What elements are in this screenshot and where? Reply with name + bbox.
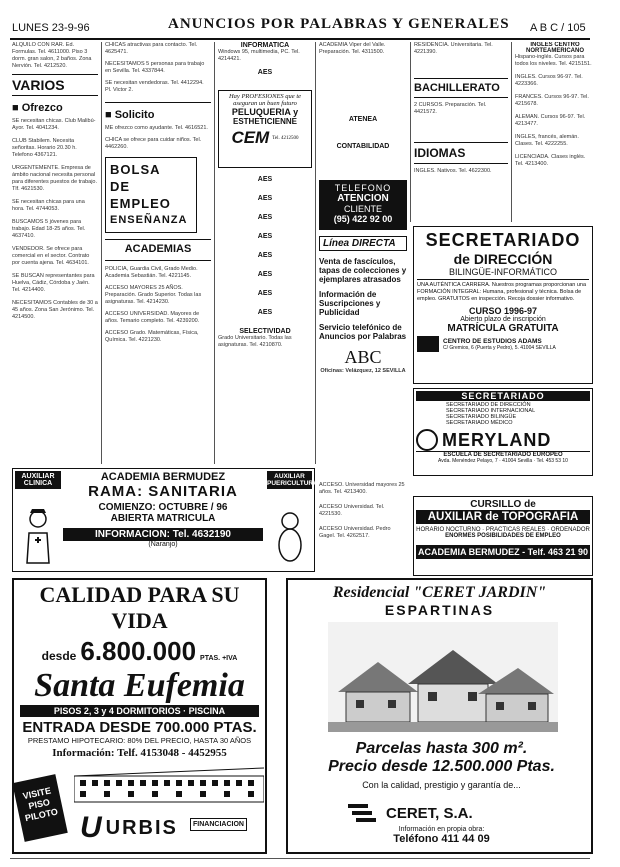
peluqueria-line: ESTHETICIENNE	[232, 117, 297, 126]
topografia-line: CURSILLO de	[470, 499, 536, 510]
financiacion-stamp: FINANCIACION	[190, 818, 247, 831]
bermudez-ad	[12, 468, 318, 572]
telefono-line: ATENCION	[337, 193, 389, 204]
col6-entry: ALEMAN. Cursos 96-97. Tel. 4213477.	[515, 114, 586, 127]
eufemia-price: 6.800.000	[80, 636, 197, 666]
banner-line: ENSEÑANZA	[110, 214, 188, 226]
meryland-item: SECRETARIADO DE DIRECCIÓN	[446, 402, 531, 408]
cem-logo: CEM	[231, 128, 270, 147]
col2-solicito-entry: CHICA se ofrece para cuidar niños. Tel. 4462260.	[105, 137, 202, 150]
bermudez-naranjo: (Naranjo)	[148, 541, 178, 548]
secretariado-ad	[413, 226, 593, 384]
santa-eufemia-ad	[12, 578, 267, 854]
col2-entry: SE necesitan vendedoras. Tel. 4412294. Pl. Victor 2.	[105, 80, 204, 93]
col1-entry: VENDEDOR. Se ofrece para comercial en el sector. Contrato por cuenta ajena. Tel. 4634101.	[12, 246, 90, 266]
page-title: ANUNCIOS POR PALABRAS Y GENERALES	[168, 16, 510, 32]
meryland-logo: MERYLAND	[442, 429, 552, 450]
page-number: A B C / 105	[530, 22, 586, 34]
aes-heading: AES	[257, 195, 273, 202]
col1-entry: URGENTEMENTE. Empresa de ámbito nacional necesita personal para diferentes puestos de trabajo. Tlf. 4621530.	[12, 165, 98, 192]
col1-entry: CLUB Stabilem. Necesita señoritas. Horario 20.30 h. Telefono 4367121.	[12, 138, 77, 158]
ceret-residencial: Residencial "CERET JARDIN"	[332, 584, 547, 601]
meryland-sub: ESCUELA DE SECRETARIADO EUROPEO	[416, 451, 590, 458]
selectividad-heading: SELECTIVIDAD	[239, 328, 291, 335]
informatica-entry: Windows 95, multimedia, PC. Tel. 4214421.	[218, 49, 300, 62]
idiomas-entry: INGLES. Nativos. Tel. 4622300.	[414, 168, 492, 174]
eufemia-pisos: PISOS 2, 3 y 4 DORMITORIOS · PISCINA	[20, 705, 259, 717]
eufemia-desde: desde	[41, 649, 77, 663]
column-divider	[101, 42, 102, 464]
academias-entry: POLICIA, Guardia Civil, Grado Medio. Academia Sebastián. Tel. 4221145.	[105, 266, 198, 279]
bachillerato-entry: 2 CURSOS. Preparación. Tel. 4421572.	[414, 102, 487, 115]
topografia-ad	[413, 496, 593, 576]
visite-text: VISITE PISO PILOTO	[21, 785, 59, 824]
auxiliar-clinica-label	[15, 471, 61, 489]
adams-logo-icon	[417, 336, 439, 352]
secretariado-description: UNA AUTÉNTICA CARRERA. Nuestros programas proporcionan una FORMACIÓN INTEGRAL: Humana, profesional y técnica. Bolsa de empleo. GRATUITOS en inspección. Recoja dossier informativo.	[417, 282, 587, 302]
column-5-lower	[319, 482, 407, 562]
column-divider	[511, 42, 512, 222]
ceret-parcelas: Parcelas hasta 300 m².	[355, 740, 528, 757]
academias-entry: ACCESO UNIVERSIDAD. Mayores de años. Temario completo. Tel. 4239200.	[105, 311, 200, 324]
telefono-atencion-ad	[319, 180, 407, 230]
col1-entry: SE BUSCAN representantes para Huelva, Cádiz, Córdoba y Jaén. Tel. 4214400.	[12, 273, 95, 293]
oficinas-text: Oficinas: Velázquez, 12 SEVILLA	[320, 368, 406, 374]
secretariado-plazo: Abierto plazo de inscripción	[460, 316, 546, 323]
ceret-company: CERET, S.A.	[386, 804, 473, 822]
eufemia-name: Santa Eufemia	[34, 667, 245, 704]
section-varios: VARIOS	[12, 77, 65, 93]
column-2	[105, 42, 211, 464]
column-divider	[410, 42, 411, 222]
column-3	[218, 42, 312, 464]
urbis-logo	[80, 812, 178, 844]
aes-heading: AES	[257, 271, 273, 278]
bermudez-comienzo: COMIENZO: OCTUBRE / 96	[98, 502, 228, 513]
secretariado-matricula: MATRÍCULA GRATUITA	[447, 323, 559, 334]
atenea-heading: ATENEA	[348, 116, 378, 123]
footer-rule	[10, 858, 590, 859]
peluqueria-line: PELUQUERIA y	[231, 107, 299, 117]
bermudez-title: ACADEMIA BERMUDEZ	[100, 471, 226, 483]
eufemia-prestamo: PRESTAMO HIPOTECARIO: 80% DEL PRECIO, HASTA 30 AÑOS	[27, 736, 252, 745]
linea-directa: Línea DIRECTA	[319, 236, 407, 251]
solicito-label: Solicito	[114, 109, 155, 121]
abc-logo: ABC	[344, 347, 382, 367]
eufemia-headline: CALIDAD PARA SU VIDA	[39, 582, 240, 633]
banner-line: BOLSA	[110, 162, 161, 177]
col6-entry: INGLES. Cursos 96-97. Tel. 4223366.	[515, 74, 583, 87]
bolsa-empleo-banner	[105, 157, 197, 233]
column-divider	[214, 42, 215, 464]
secretariado-curso: CURSO 1996-97	[468, 306, 538, 316]
secretariado-subtitle: de DIRECCIÓN	[453, 251, 553, 267]
acceso-entry: ACCESO Universidad. Pedro Gagel. Tel. 4262517.	[319, 526, 391, 539]
bermudez-abierta: ABIERTA MATRICULA	[110, 513, 216, 524]
aes-heading: AES	[257, 214, 273, 221]
ceret-phone: Teléfono 411 44 09	[393, 833, 490, 845]
col4-entry: ACADEMIA Viper del Valle. Preparación. Tel. 4311500.	[319, 42, 386, 55]
telefono-line: TELEFONO	[334, 183, 392, 193]
auxiliar-clinica-text: AUXILIAR CLINICA	[21, 473, 55, 487]
column-5	[414, 42, 508, 222]
acceso-entry: ACCESO. Universidad mayores 25 años. Tel. 4213400.	[319, 482, 405, 495]
col6-entry: Hispano-inglés. Cursos para todos los niveles. Tel. 4215151.	[515, 54, 592, 67]
eufemia-entrada: ENTRADA DESDE 700.000 PTAS.	[22, 719, 257, 736]
col1-entry: SE necesitan chicas para una hora. Tel. 4744053.	[12, 199, 85, 212]
ceret-jardin-ad	[286, 578, 593, 854]
col6-entry: LICENCIADA. Clases inglés. Tel. 4213400.	[515, 154, 586, 167]
meryland-item: SECRETARIADO MÉDICO	[446, 420, 513, 426]
informatica-heading: INFORMATICA	[240, 42, 290, 49]
col1-top-text: ALQUILO CON RAR. Ed. Formulas. Tel. 4611000. Piso 3 dorm. gran salon, 2 baños. Zona Nervión. Tel. 4212520.	[12, 42, 92, 69]
eufemia-ptas: PTAS. +IVA	[200, 655, 238, 662]
houses-photo	[328, 622, 558, 732]
topografia-title: AUXILIAR de TOPOGRAFIA	[416, 510, 590, 524]
venta-text: Venta de fascículos, tapas de colecciones y ejemplares atrasados	[319, 257, 407, 284]
col6-entry: INGLES, francés, alemán. Clases. Tel. 4222255.	[515, 134, 579, 147]
ingles-center-heading: INGLES CENTRO NORTEAMERICANO	[526, 42, 584, 54]
visite-piso-piloto-badge	[12, 774, 68, 842]
header-rule	[10, 38, 590, 40]
ceret-precio: Precio desde 12.500.000 Ptas.	[328, 758, 555, 775]
meryland-ad	[413, 388, 593, 476]
col2-solicito-entry: ME ofrezco como ayudante. Tel. 4616521.	[105, 125, 208, 131]
topografia-line: ENORMES POSIBILIDADES DE EMPLEO	[445, 533, 561, 539]
ceret-garantia: Con la calidad, prestigio y garantía de...	[362, 780, 521, 790]
cem-phone: Tel. 4212500	[272, 135, 299, 141]
column-divider	[315, 42, 316, 464]
baby-icon	[275, 509, 305, 565]
aes-heading: AES	[257, 252, 273, 259]
ceret-logo	[348, 802, 473, 824]
aes-heading: AES	[257, 233, 273, 240]
section-bachillerato: BACHILLERATO	[414, 82, 500, 94]
ceret-espartinas: ESPARTINAS	[384, 602, 495, 618]
section-solicito: ■ Solicito	[105, 109, 155, 121]
aes-heading: AES	[257, 69, 273, 76]
telefono-phone: (95) 422 92 00	[333, 214, 393, 224]
telefono-line: CLIENTE	[343, 204, 382, 214]
section-idiomas: IDIOMAS	[414, 146, 466, 160]
selectividad-entry: Grado Universitario. Todas las asignaturas. Tel. 4210870.	[218, 335, 292, 348]
aes-heading: AES	[257, 176, 273, 183]
col2-entry: CHICAS atractivas para contacto. Tel. 4625471.	[105, 42, 198, 55]
column-1	[12, 42, 98, 464]
info-text: Información de Suscripciones y Publicidad	[319, 290, 381, 317]
topografia-line: HORARIO NOCTURNO · PRACTICAS REALES · ORDENADOR	[416, 527, 590, 533]
nurse-icon	[23, 505, 53, 565]
meryland-title: SECRETARIADO	[416, 391, 590, 401]
secretariado-centro: CENTRO DE ESTUDIOS ADAMS	[443, 337, 542, 345]
col1-entry: NECESITAMOS Contables de 30 a 45 años. Zona San Jerónimo. Tel. 4214500.	[12, 300, 98, 320]
aes-heading: AES	[257, 290, 273, 297]
col1-entry: BUSCAMOS 5 jóvenes para trabajo. Edad 18-25 años. Tel. 4637410.	[12, 219, 86, 239]
meryland-globe-icon	[416, 429, 438, 451]
bermudez-center	[63, 471, 263, 569]
col6-entry: FRANCES. Cursos 96-97. Tel. 4215678.	[515, 94, 589, 107]
urbis-name: URBIS	[105, 816, 178, 839]
topografia-contact: ACADEMIA BERMUDEZ - Telf. 463 21 90	[417, 547, 589, 557]
secretariado-address: C/ Gremios, 6 (Puerta y Pedro), 5. 41004 SEVILLA	[443, 344, 556, 351]
secretariado-title: SECRETARIADO	[425, 230, 581, 250]
secretariado-bilingue: BILINGÜE-INFORMÁTICO	[417, 267, 589, 280]
acceso-entry: ACCESO Universidad. Tel. 4221530.	[319, 504, 385, 517]
eufemia-info: Información: Telf. 4153048 - 4452955	[52, 747, 227, 759]
section-ofrezco: ■ Ofrezco	[12, 102, 63, 114]
section-academias: ACADEMIAS	[124, 243, 192, 255]
column-6	[515, 42, 595, 222]
meryland-address: Avda. Menéndez Pelayo, 7 · 41004 Sevilla · Tel. 453 53 10	[438, 458, 568, 464]
ofrezco-label: Ofrezco	[21, 102, 63, 114]
meryland-item: SECRETARIADO BILINGÜE	[446, 414, 517, 420]
peluqueria-line: aseguran un buen futuro	[233, 100, 297, 107]
col1-entry: SE necesitan chicas. Club Malibú-Ayor. Tel. 4041234.	[12, 118, 96, 131]
col2-entry: NECESITAMOS 5 personas para trabajo en Sevilla. Tel. 4337844.	[105, 61, 205, 74]
contabilidad-heading: CONTABILIDAD	[336, 143, 390, 150]
ceret-price-block	[298, 740, 585, 790]
auxiliar-puericultura-text: AUXILIAR PUERICULTURA	[267, 473, 318, 487]
building-illustration	[74, 766, 264, 806]
column-4	[319, 42, 407, 482]
bermudez-rama: RAMA: SANITARIA	[88, 483, 238, 500]
ceret-info: Información en propia obra:	[398, 826, 485, 833]
banner-line: DE EMPLEO	[110, 179, 171, 211]
servicio-text: Servicio telefónico de Anuncios por Palabras	[319, 323, 407, 341]
peluqueria-ad	[218, 90, 312, 168]
ceret-logo-icon	[348, 802, 380, 824]
academias-entry: ACCESO MAYORES 25 AÑOS. Preparación. Grado Superior. Todas las asignaturas. Tel. 4214230.	[105, 285, 202, 305]
residencia-entry: RESIDENCIA. Universitaria. Tel. 4221390.	[414, 42, 493, 55]
aes-heading: AES	[257, 309, 273, 316]
urbis-u-icon: U	[80, 811, 102, 844]
header-date: LUNES 23-9-96	[12, 22, 90, 34]
academias-entry: ACCESO Grado. Matemáticas, Física, Química. Tel. 4221230.	[105, 330, 199, 343]
auxiliar-puericultura-label	[267, 471, 318, 489]
bermudez-info: INFORMACION: Tel. 4632190	[63, 528, 263, 541]
meryland-item: SECRETARIADO INTERNACIONAL	[446, 408, 536, 414]
ceret-info-block	[298, 826, 585, 845]
peluqueria-line: Hay PROFESIONES que te	[228, 93, 302, 100]
